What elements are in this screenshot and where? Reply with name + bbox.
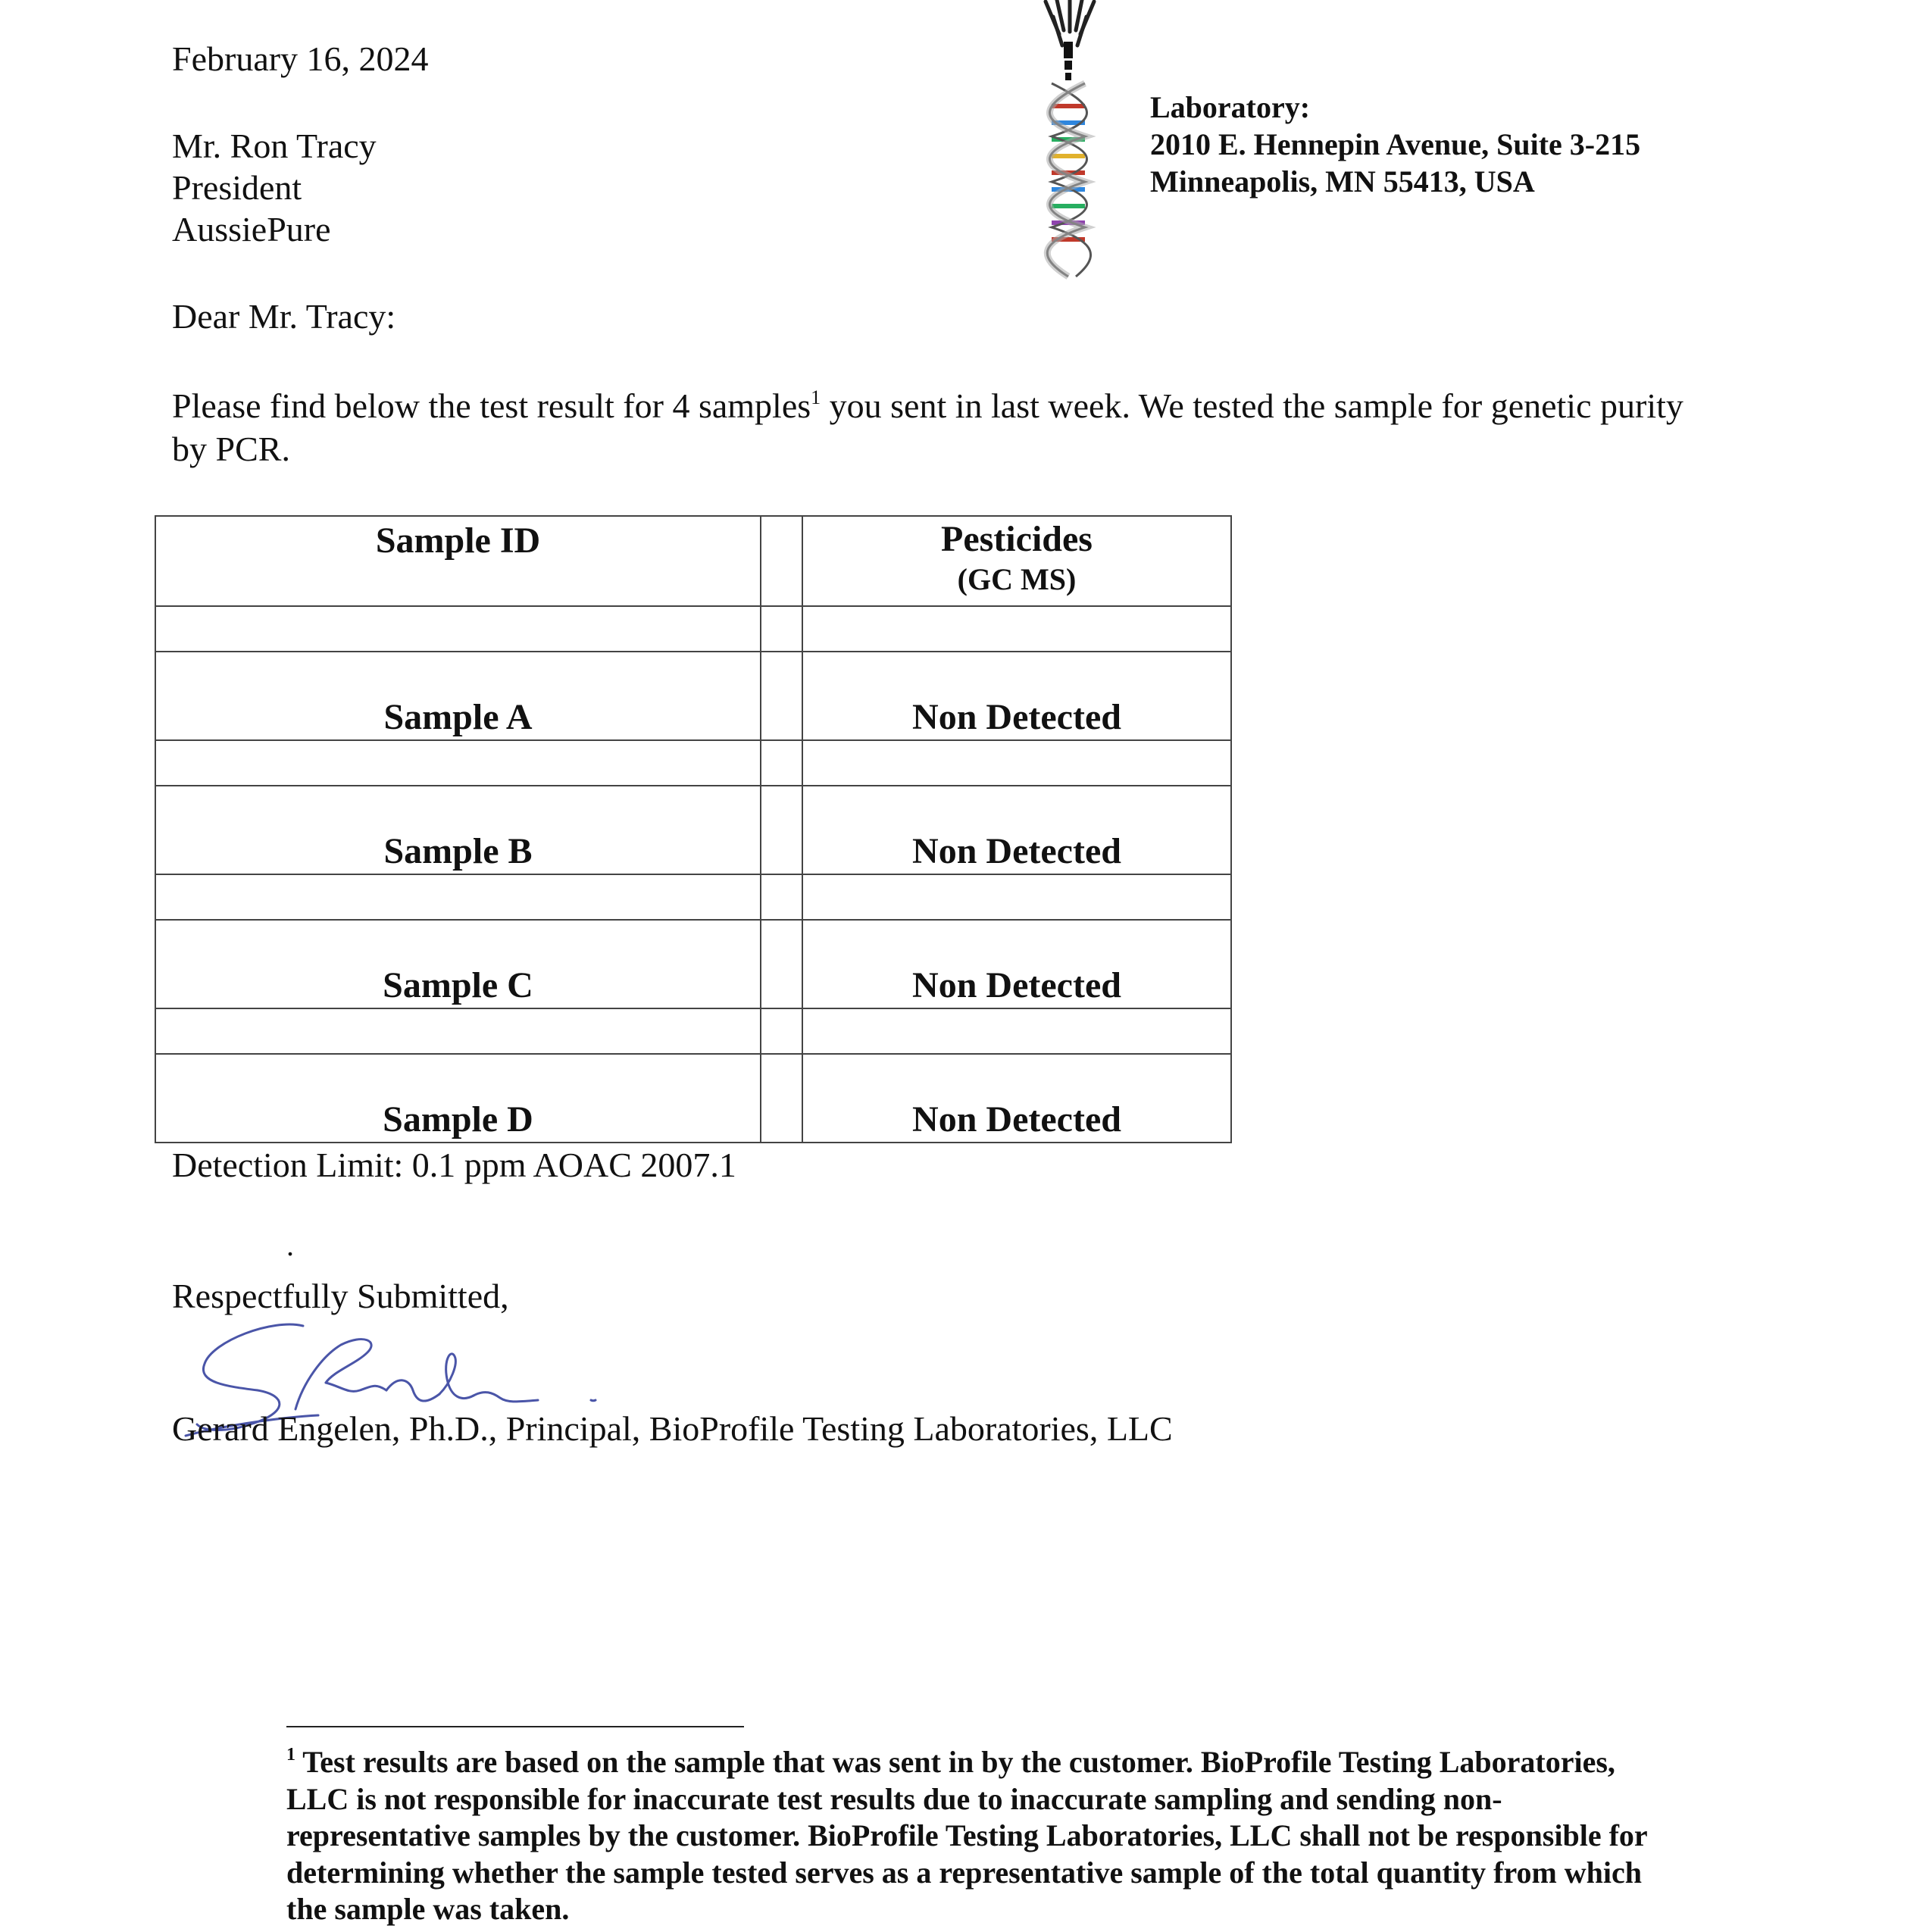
laboratory-address bbox=[1150, 89, 1640, 200]
spacer-cell bbox=[761, 920, 802, 1008]
table-header-row bbox=[155, 516, 1231, 606]
table-row bbox=[155, 920, 1231, 1008]
result-cell: Non Detected bbox=[802, 1054, 1231, 1143]
intro-text: Please find below the test result for 4 samples bbox=[172, 386, 811, 425]
result-cell: Non Detected bbox=[802, 920, 1231, 1008]
intro-paragraph bbox=[172, 384, 1687, 470]
results-table bbox=[155, 515, 1232, 1143]
footnote-divider bbox=[286, 1726, 744, 1727]
table-gap-row bbox=[155, 606, 1231, 652]
recipient-company: AussiePure bbox=[172, 210, 331, 249]
recipient-name: Mr. Ron Tracy bbox=[172, 127, 377, 165]
header-pesticides bbox=[802, 516, 1231, 606]
dna-helix-logo bbox=[1015, 0, 1121, 288]
header-method: (GC MS) bbox=[957, 562, 1077, 596]
footnote bbox=[286, 1744, 1673, 1928]
spacer-cell bbox=[761, 1054, 802, 1143]
spacer-cell bbox=[761, 652, 802, 740]
detection-limit: Detection Limit: 0.1 ppm AOAC 2007.1 bbox=[172, 1146, 736, 1184]
sample-id-cell: Sample B bbox=[155, 786, 761, 874]
signer-line: Gerard Engelen, Ph.D., Principal, BioProfile Testing Laboratories, LLC bbox=[172, 1409, 1173, 1448]
lab-address-line1: 2010 E. Hennepin Avenue, Suite 3-215 bbox=[1150, 127, 1641, 161]
sample-id-cell: Sample A bbox=[155, 652, 761, 740]
table-gap-row bbox=[155, 874, 1231, 920]
intro-text-continued: you sent in last week. We tested the sample for genetic purity by PCR. bbox=[172, 386, 1683, 468]
lab-address-line2: Minneapolis, MN 55413, USA bbox=[1150, 164, 1535, 199]
spacer-cell bbox=[761, 786, 802, 874]
result-cell: Non Detected bbox=[802, 786, 1231, 874]
recipient-block bbox=[172, 125, 377, 250]
footnote-reference: 1 bbox=[811, 386, 821, 408]
recipient-title: President bbox=[172, 168, 302, 207]
result-cell: Non Detected bbox=[802, 652, 1231, 740]
greeting: Dear Mr. Tracy: bbox=[172, 297, 396, 336]
sample-id-cell: Sample C bbox=[155, 920, 761, 1008]
letter-date: February 16, 2024 bbox=[172, 39, 429, 78]
table-gap-row bbox=[155, 1008, 1231, 1054]
sample-id-cell: Sample D bbox=[155, 1054, 761, 1143]
table-row bbox=[155, 652, 1231, 740]
lab-label: Laboratory: bbox=[1150, 90, 1311, 124]
header-sample-id: Sample ID bbox=[155, 516, 761, 606]
footnote-text: Test results are based on the sample that was sent in by the customer. BioProfile Testing Laboratories, LLC is not responsible for inaccurate test results due to inaccurate sampling and sending non-representative samples by the customer. BioProfile Testing Laboratories, LLC shall not be responsible for determining whether the sample tested serves as a representative sample of the total quantity from which the sample was taken. bbox=[286, 1745, 1647, 1926]
footnote-marker: 1 bbox=[286, 1745, 295, 1765]
spacer-cell bbox=[761, 516, 802, 606]
stray-dot: . bbox=[286, 1228, 294, 1262]
closing-line: Respectfully Submitted, bbox=[172, 1277, 509, 1315]
table-row bbox=[155, 786, 1231, 874]
header-pesticides-label: Pesticides bbox=[941, 519, 1093, 559]
table-row bbox=[155, 1054, 1231, 1143]
table-gap-row bbox=[155, 740, 1231, 786]
